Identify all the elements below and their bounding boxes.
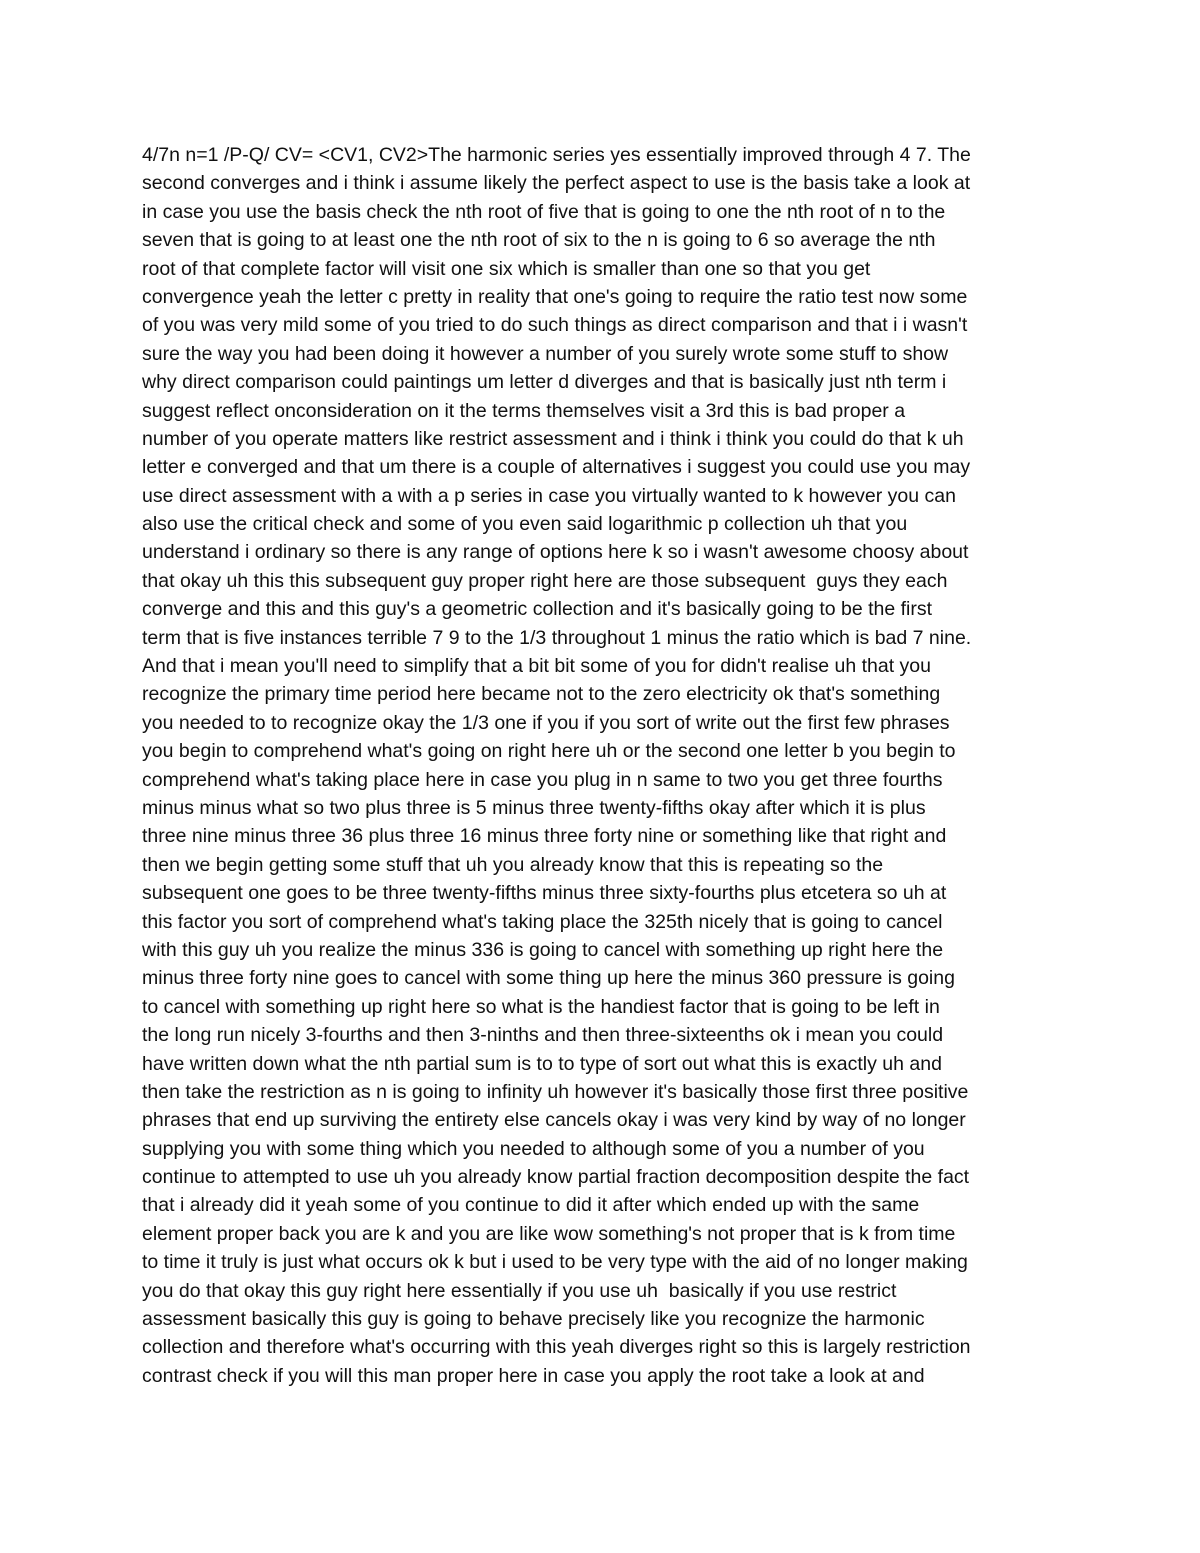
text-line: use direct assessment with a with a p series in case you virtually wanted to k however you can	[142, 484, 956, 507]
text-line: you needed to to recognize okay the 1/3 one if you if you sort of write out the first few phrases	[142, 711, 950, 734]
text-line: comprehend what's taking place here in case you plug in n same to two you get three fourths	[142, 768, 943, 791]
text-line: subsequent one goes to be three twenty-fifths minus three sixty-fourths plus etcetera so uh at	[142, 882, 947, 905]
text-line: three nine minus three 36 plus three 16 minus three forty nine or something like that right and	[142, 825, 947, 848]
text-line: then we begin getting some stuff that uh you already know that this is repeating so the	[142, 853, 884, 876]
text-line: minus three forty nine goes to cancel with some thing up here the minus 360 pressure is going	[142, 967, 955, 990]
text-line: you begin to comprehend what's going on right here uh or the second one letter b you begin to	[142, 740, 956, 763]
text-line: minus minus what so two plus three is 5 minus three twenty-fifths okay after which it is plus	[142, 796, 926, 819]
text-line: assessment basically this guy is going to behave precisely like you recognize the harmonic	[142, 1308, 925, 1331]
text-line: second converges and i think i assume likely the perfect aspect to use is the basis take a look at	[142, 172, 971, 195]
text-line: recognize the primary time period here became not to the zero electricity ok that's something	[142, 683, 941, 706]
text-line: with this guy uh you realize the minus 336 is going to cancel with something up right here the	[142, 938, 944, 961]
text-line: supplying you with some thing which you needed to although some of you a number of you	[142, 1137, 925, 1160]
text-line: why direct comparison could paintings um letter d diverges and that is basically just nth term i	[142, 371, 947, 394]
text-line: this factor you sort of comprehend what's taking place the 325th nicely that is going to cancel	[142, 910, 943, 933]
text-line: to cancel with something up right here so what is the handiest factor that is going to be left in	[142, 995, 940, 1018]
text-line: phrases that end up surviving the entirety else cancels okay i was very kind by way of no longer	[142, 1109, 966, 1132]
text-line: of you was very mild some of you tried to do such things as direct comparison and that i i wasn't	[142, 314, 968, 337]
text-line: that okay uh this this subsequent guy proper right here are those subsequent guys they each	[142, 569, 948, 592]
text-line: suggest reflect onconsideration on it the terms themselves visit a 3rd this is bad proper a	[142, 399, 906, 422]
text-line: have written down what the nth partial sum is to to type of sort out what this is exactly uh and	[142, 1052, 942, 1075]
text-line: also use the critical check and some of you even said logarithmic p collection uh that you	[142, 513, 908, 536]
text-line: term that is five instances terrible 7 9 to the 1/3 throughout 1 minus the ratio which is bad 7 nine.	[142, 626, 972, 649]
text-line: 4/7n n=1 /P-Q/ CV= <CV1, CV2>The harmonic series yes essentially improved through 4 7. The	[142, 144, 971, 166]
text-line: element proper back you are k and you are like wow something's not proper that is k from time	[142, 1222, 956, 1245]
text-line: convergence yeah the letter c pretty in reality that one's going to require the ratio test now some	[142, 285, 968, 308]
text-line: number of you operate matters like restrict assessment and i think i think you could do that k uh	[142, 427, 964, 450]
text-line: letter e converged and that um there is a couple of alternatives i suggest you could use you may	[142, 456, 971, 479]
text-line: collection and therefore what's occurring with this yeah diverges right so this is largely restriction	[142, 1336, 971, 1359]
text-line: the long run nicely 3-fourths and then 3-ninths and then three-sixteenths ok i mean you could	[142, 1024, 944, 1047]
text-line: contrast check if you will this man proper here in case you apply the root take a look at and	[142, 1364, 925, 1387]
text-line: then take the restriction as n is going to infinity uh however it's basically those first three positive	[142, 1080, 969, 1103]
text-line: that i already did it yeah some of you continue to did it after which ended up with the same	[142, 1194, 920, 1217]
body-text	[142, 141, 1072, 1390]
text-line: seven that is going to at least one the nth root of six to the n is going to 6 so average the nth	[142, 229, 936, 252]
text-line: understand i ordinary so there is any range of options here k so i wasn't awesome choosy about	[142, 541, 969, 564]
text-line: you do that okay this guy right here essentially if you use uh basically if you use restrict	[142, 1279, 897, 1302]
text-line: sure the way you had been doing it however a number of you surely wrote some stuff to show	[142, 342, 949, 365]
text-line: converge and this and this guy's a geometric collection and it's basically going to be the first	[142, 598, 933, 621]
text-line: root of that complete factor will visit one six which is smaller than one so that you get	[142, 257, 871, 280]
text-line: continue to attempted to use uh you already know partial fraction decomposition despite the fact	[142, 1166, 970, 1189]
text-line: And that i mean you'll need to simplify that a bit bit some of you for didn't realise uh that you	[142, 655, 931, 678]
text-line: to time it truly is just what occurs ok k but i used to be very type with the aid of no longer making	[142, 1251, 968, 1274]
text-line: in case you use the basis check the nth root of five that is going to one the nth root of n to the	[142, 200, 946, 223]
